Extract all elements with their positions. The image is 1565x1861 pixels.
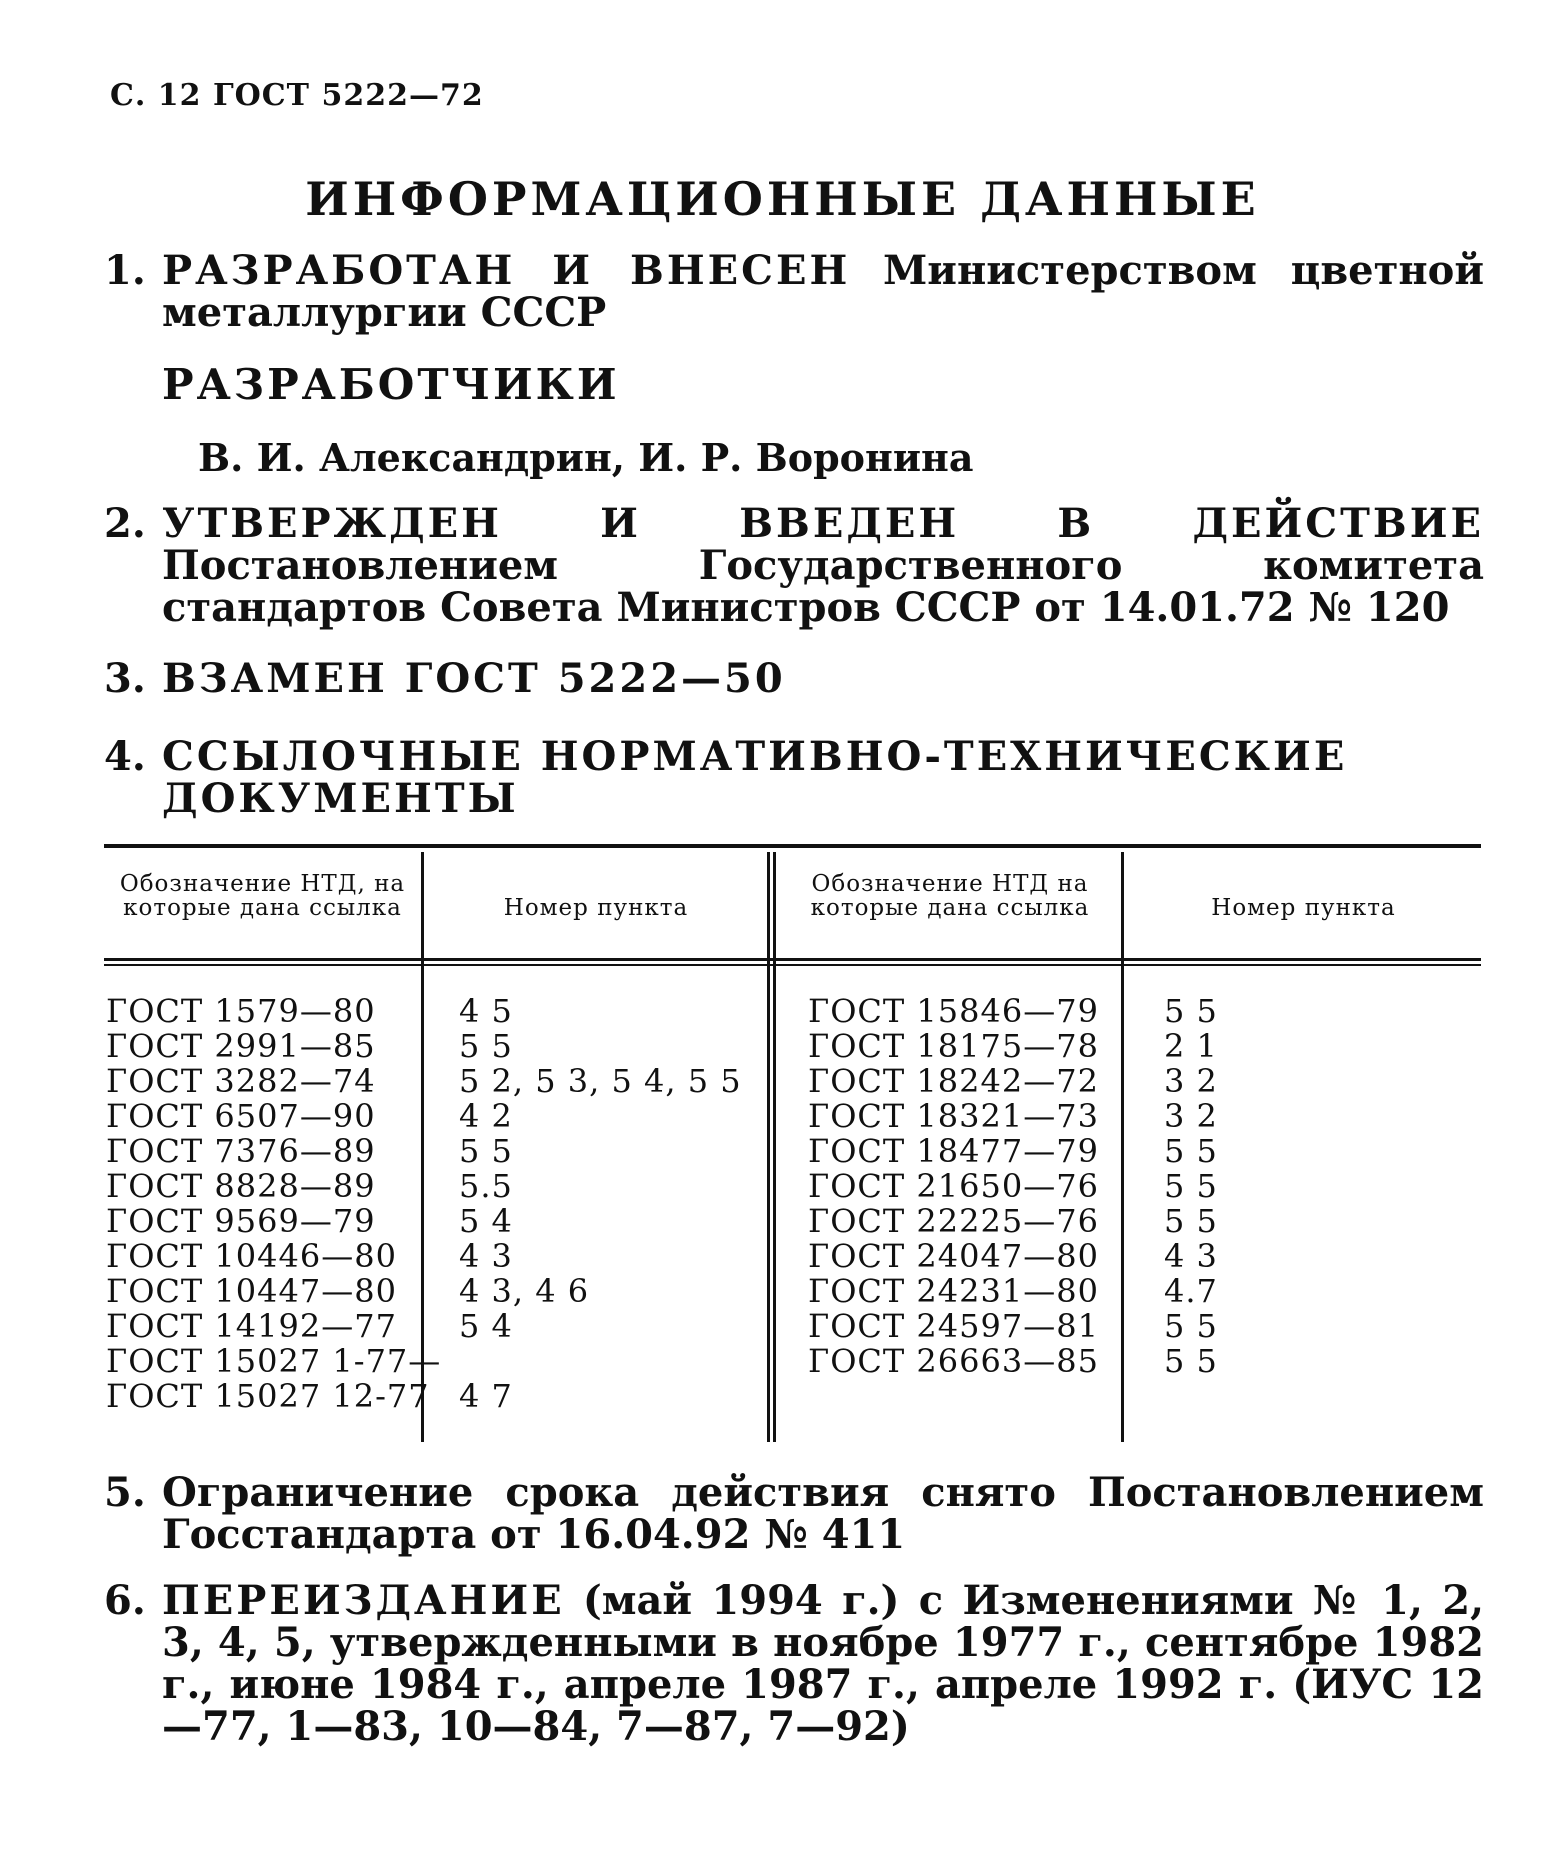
table-cell-doc: ГОСТ 7376—89 (106, 1132, 376, 1170)
table-cell-item: 4.7 (1164, 1272, 1218, 1310)
section-number: 6. (104, 1577, 146, 1624)
section-number: 4. (104, 733, 146, 780)
table-header-rule (104, 958, 1481, 961)
section-4 (104, 733, 1484, 822)
section-3 (104, 655, 1484, 702)
table-cell-doc: ГОСТ 9569—79 (106, 1202, 376, 1240)
section-caps: УТВЕРЖДЕН И ВВЕДЕН В ДЕЙСТВИЕ (162, 500, 1484, 547)
table-top-rule (104, 844, 1481, 848)
table-cell-item: 5 5 (1164, 1307, 1218, 1345)
table-cell-item: 4 7 (459, 1377, 513, 1415)
table-cell-doc: ГОСТ 15846—79 (808, 992, 1099, 1030)
table-cell-item: 5 5 (1164, 1167, 1218, 1205)
table-cell-item: 3 2 (1164, 1062, 1218, 1100)
table-cell-doc: ГОСТ 18477—79 (808, 1132, 1099, 1170)
table-cell-item: 5 5 (1164, 992, 1218, 1030)
developers-list: В. И. Александрин, И. Р. Воронина (198, 435, 974, 480)
table-cell-item: 4 3, 4 6 (459, 1272, 590, 1310)
table-cell-doc: ГОСТ 15027 1-77— (106, 1342, 442, 1380)
table-cell-item: 5 4 (459, 1307, 513, 1345)
table-cell-doc: ГОСТ 14192—77 (106, 1307, 397, 1345)
table-cell-doc: ГОСТ 3282—74 (106, 1062, 376, 1100)
section-2 (104, 500, 1484, 631)
section-6 (104, 1577, 1484, 1750)
table-cell-doc: ГОСТ 26663—85 (808, 1342, 1099, 1380)
section-1 (104, 247, 1485, 336)
table-cell-item: 5.5 (459, 1167, 513, 1205)
right-docs-column (808, 994, 1099, 1379)
section-text: Ограничение срока действия снято Постановлением Госстандарта от 16.04.92 № 411 (162, 1469, 1484, 1558)
table-cell-item: 5 4 (459, 1202, 513, 1240)
references-table (104, 844, 1481, 1442)
table-cell-doc: ГОСТ 18175—78 (808, 1027, 1099, 1065)
header-left-doc: Обозначение НТД, на которые дана ссылка (119, 871, 406, 921)
table-cell-item: 5 2, 5 3, 5 4, 5 5 (459, 1062, 742, 1100)
section-caps: РАЗРАБОТАН И ВНЕСЕН (162, 247, 851, 294)
column-divider (1121, 852, 1124, 1442)
section-text: Постановлением Государственного комитета стандартов Совета Министров СССР от 14.01.72 № 120 (162, 542, 1484, 631)
section-number: 5. (104, 1469, 146, 1516)
header-right-doc: Обозначение НТД на которые дана ссылка (810, 871, 1090, 921)
table-cell-doc: ГОСТ 10446—80 (106, 1237, 397, 1275)
table-cell-item: 2 1 (1164, 1027, 1218, 1065)
section-text: Министерством цветной металлургии СССР (162, 247, 1485, 336)
table-cell-doc: ГОСТ 10447—80 (106, 1272, 397, 1310)
table-cell-item: 5 5 (459, 1027, 513, 1065)
table-cell-doc: ГОСТ 8828—89 (106, 1167, 376, 1205)
table-cell-doc: ГОСТ 24047—80 (808, 1237, 1099, 1275)
section-caps: ССЫЛОЧНЫЕ НОРМАТИВНО-ТЕХНИЧЕСКИЕ ДОКУМЕНТЫ (162, 733, 1348, 822)
table-cell-doc: ГОСТ 24597—81 (808, 1307, 1099, 1345)
left-docs-column (106, 994, 441, 1414)
page-header: С. 12 ГОСТ 5222—72 (110, 78, 484, 113)
table-cell-item: 4 2 (459, 1097, 513, 1135)
section-caps: ПЕРЕИЗДАНИЕ (162, 1577, 565, 1624)
section-number: 3. (104, 655, 146, 702)
table-cell-doc: ГОСТ 15027 12-77 (106, 1377, 430, 1415)
column-divider-double (773, 852, 776, 1442)
table-cell-item: 5 5 (459, 1132, 513, 1170)
right-items-column (1164, 994, 1218, 1379)
table-cell-doc: ГОСТ 18321—73 (808, 1097, 1099, 1135)
section-caps: ВЗАМЕН ГОСТ 5222—50 (162, 655, 786, 702)
table-cell-item: 5 5 (1164, 1202, 1218, 1240)
table-header-rule-double (104, 964, 1481, 966)
column-divider-double (767, 852, 770, 1442)
table-cell-doc: ГОСТ 21650—76 (808, 1167, 1099, 1205)
table-cell-item: 4 3 (459, 1237, 513, 1275)
table-cell-doc: ГОСТ 1579—80 (106, 992, 376, 1030)
developers-heading: РАЗРАБОТЧИКИ (162, 360, 620, 409)
document-title: ИНФОРМАЦИОННЫЕ ДАННЫЕ (305, 172, 1260, 226)
section-5 (104, 1469, 1484, 1558)
table-cell-item: 4 3 (1164, 1237, 1218, 1275)
table-cell-item: 3 2 (1164, 1097, 1218, 1135)
header-right-item: Номер пункта (1211, 895, 1396, 921)
section-number: 1. (104, 247, 146, 294)
table-cell-item: 4 5 (459, 992, 513, 1030)
left-items-column (459, 994, 742, 1414)
table-cell-doc: ГОСТ 24231—80 (808, 1272, 1099, 1310)
table-cell-doc: ГОСТ 6507—90 (106, 1097, 376, 1135)
header-left-item: Номер пункта (503, 895, 689, 921)
table-cell-item (459, 1344, 742, 1379)
section-text: (май 1994 г.) с Изменениями № 1, 2, 3, 4, 5, утвержденными в ноябре 1977 г., сентябре 1982 г., июне 1984 г., апреле 1987 г., апреле 1992 г. (ИУС 12—77, 1—83, 10—84, 7—87, 7—92) (162, 1577, 1484, 1750)
table-cell-doc: ГОСТ 2991—85 (106, 1027, 376, 1065)
section-number: 2. (104, 500, 146, 547)
table-cell-doc: ГОСТ 18242—72 (808, 1062, 1099, 1100)
table-cell-item: 5 5 (1164, 1132, 1218, 1170)
table-cell-item: 5 5 (1164, 1342, 1218, 1380)
table-cell-doc: ГОСТ 22225—76 (808, 1202, 1099, 1240)
